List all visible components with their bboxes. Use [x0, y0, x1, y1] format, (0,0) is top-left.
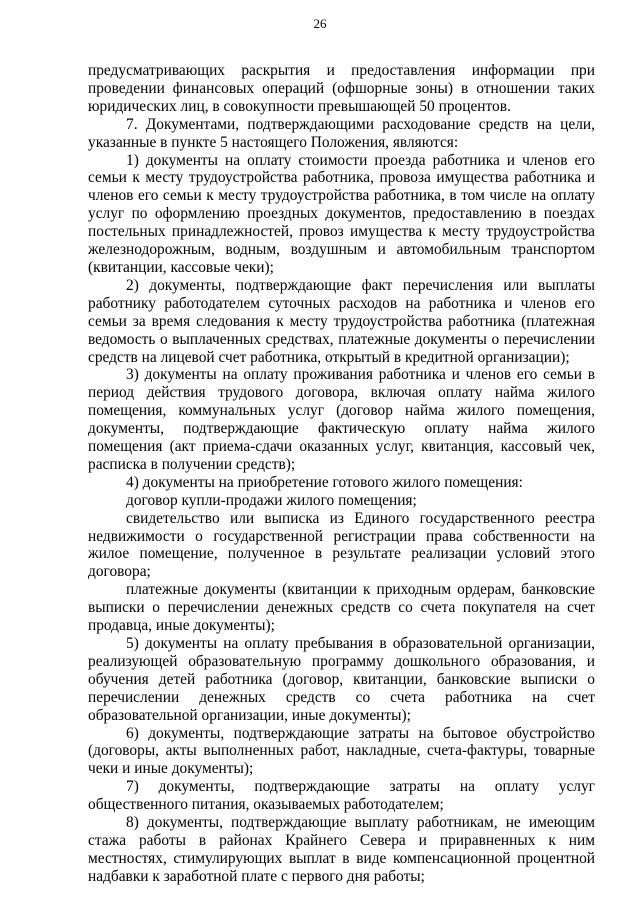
paragraph-subitem-8: 8) документы, подтверждающие выплату работникам, не имеющим стажа работы в районах Крайнего Севера и приравненных к ним местностях, стимулирующих выплат в виде компенсационной процентной надбавки к заработной плате с первого дня работы;	[88, 814, 595, 885]
paragraph-subitem-6: 6) документы, подтверждающие затраты на бытовое обустройство (договоры, акты выполненных работ, накладные, счета-фактуры, товарные чеки и иные документы);	[88, 724, 595, 778]
paragraph-item-7: 7. Документами, подтверждающими расходование средств на цели, указанные в пункте 5 настоящего Положения, являются:	[88, 115, 595, 151]
paragraph-subitem-4-contract: договор купли-продажи жилого помещения;	[126, 491, 417, 509]
document-body	[88, 62, 595, 886]
paragraph-subitem-5: 5) документы на оплату пребывания в образовательной организации, реализующей образовательную программу дошкольного образования, и обучения детей работника (договор, квитанции, банковские выписки о перечислении денежных средств со счета работника на счет образовательной организации, иные документы);	[88, 635, 595, 724]
paragraph-continuation: предусматривающих раскрытия и предоставления информации при проведении финансовых операций (офшорные зоны) в отношении таких юридических лиц, в совокупности превышающей 50 процентов.	[88, 62, 595, 115]
paragraph-subitem-7: 7) документы, подтверждающие затраты на оплату услуг общественного питания, оказываемых работодателем;	[88, 778, 595, 814]
paragraph-subitem-4: 4) документы на приобретение готового жилого помещения:	[126, 473, 523, 491]
paragraph-subitem-2: 2) документы, подтверждающие факт перечисления или выплаты работнику работодателем суточных расходов на работника и членов его семьи за время следования к месту трудоустройства работника (платежная ведомость о выплаченных средствах, платежные документы о перечислении средств на лицевой счет работника, открытый в кредитной организации);	[88, 276, 595, 366]
paragraph-subitem-4-certificate: свидетельство или выписка из Единого государственного реестра недвижимости о государственной регистрации права собственности на жилое помещение, полученное в результате реализации условий этого договора;	[88, 509, 595, 581]
page-number: 26	[313, 16, 327, 31]
paragraph-subitem-3: 3) документы на оплату проживания работника и членов его семьи в период действия трудового договора, включая оплату найма жилого помещения, коммунальных услуг (договор найма жилого помещения, документы, подтверждающие фактическую оплату найма жилого помещения (акт приема-сдачи оказанных услуг, квитанция, кассовый чек, расписка в получении средств);	[88, 366, 595, 473]
paragraph-subitem-4-payments: платежные документы (квитанции к приходным ордерам, банковские выписки о перечислении денежных средств со счета покупателя на счет продавца, иные документы);	[88, 581, 595, 635]
paragraph-subitem-1: 1) документы на оплату стоимости проезда работника и членов его семьи к месту трудоустройства работника, провоза имущества работника и членов его семьи к месту трудоустройства работника, в том числе на оплату услуг по оформлению проездных документов, предоставлению в поездах постельных принадлежностей, провоз имущества к месту трудоустройства железнодорожным, водным, воздушным и автомобильным транспортом (квитанции, кассовые чеки);	[88, 151, 595, 276]
